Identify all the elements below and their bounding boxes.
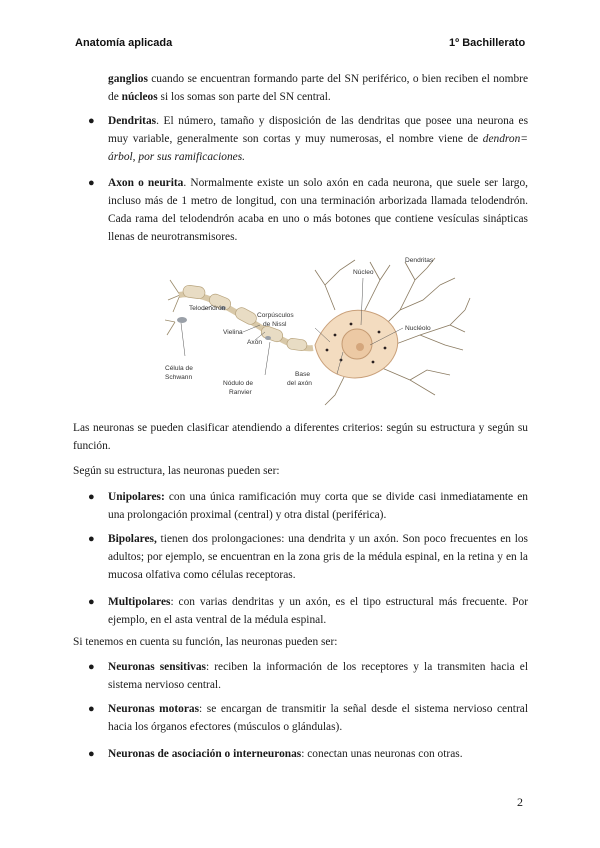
label-axon: Axón xyxy=(247,339,263,346)
label-nucleolo: Nucléolo xyxy=(405,325,431,332)
neuron-nucleolus xyxy=(356,343,364,351)
term-sensitivas: Neuronas sensitivas xyxy=(108,661,206,673)
structure-intro: Según su estructura, las neuronas pueden ser: xyxy=(73,465,280,477)
intro-text-1: cuando se encuentran formando parte del SN periférico, o bien reciben el nombre de xyxy=(108,73,528,103)
label-corpusculos-1: Corpúsculos xyxy=(257,312,294,319)
label-celula-1: Célula de xyxy=(165,365,193,372)
bullet-icon: ● xyxy=(88,177,95,189)
item-asociacion xyxy=(108,745,528,763)
item-multipolares xyxy=(108,593,528,629)
function-intro: Si tenemos en cuenta su función, las neuronas pueden ser: xyxy=(73,636,338,648)
label-telodendron: Telodendrón xyxy=(189,305,226,312)
dendritas-text: . El número, tamaño y disposición de las dendritas que posee una neurona es muy variable, generalmente son cortas y muy numerosas, el nombre viene de xyxy=(108,115,528,145)
sensitivas-text: : reciben la información de los receptores y la transmiten hacia el sistema nervioso central. xyxy=(108,661,528,691)
classification-paragraph: Las neuronas se pueden clasificar atendiendo a diferentes criterios: según su estructura y según su función. xyxy=(73,422,528,452)
bipolares-text: tienen dos prolongaciones: una dendrita y un axón. Son poco frecuentes en los adultos; por ejemplo, se encuentran en la zona gris de la médula espinal, en la retina y en la mucosa olfativa como células receptoras. xyxy=(108,533,528,581)
term-unipolares: Unipolares: xyxy=(108,491,165,503)
term-axon: Axon o neurita xyxy=(108,177,184,189)
header-course: 1º Bachillerato xyxy=(449,37,526,49)
intro-continuation xyxy=(108,70,528,106)
page-number: 2 xyxy=(517,795,523,809)
label-celula-2: Schwann xyxy=(165,374,193,381)
label-base-1: Base xyxy=(295,371,311,378)
bullet-icon: ● xyxy=(88,533,95,545)
item-bipolares xyxy=(108,530,528,584)
label-dendritas: Dendritas xyxy=(405,257,434,264)
term-dendritas: Dendritas xyxy=(108,115,157,127)
term-bipolares: Bipolares, xyxy=(108,533,157,545)
intro-text-2: si los somas son parte del SN central. xyxy=(157,91,331,103)
bullet-icon: ● xyxy=(88,703,95,715)
item-motoras xyxy=(108,700,528,736)
term-motoras: Neuronas motoras xyxy=(108,703,200,715)
axon-text: . Normalmente existe un solo axón en cada neurona, que suele ser largo, incluso más de 1 metro de longitud, con una terminación arborizada llamada telodendrón. Cada rama del telodendrón acaba en uno o más botones que contiene vesículas sinápticas llenas de neurotransmisores. xyxy=(108,177,528,243)
item-dendritas xyxy=(108,112,528,166)
neuron-diagram xyxy=(165,250,473,408)
label-nodulo-2: Ranvier xyxy=(229,389,252,396)
dendritas-etymology: dendron= árbol, por sus ramificaciones. xyxy=(108,133,528,163)
item-unipolares xyxy=(108,488,528,524)
label-nucleo: Núcleo xyxy=(353,269,374,276)
bullet-icon: ● xyxy=(88,115,95,127)
header-subject: Anatomía aplicada xyxy=(75,37,173,49)
unipolares-text: con una única ramificación muy corta que se divide casi inmediatamente en una prolongación proximal (central) y otra distal (periférica). xyxy=(108,491,528,521)
bullet-icon: ● xyxy=(88,661,95,673)
term-multipolares: Multipolares xyxy=(108,596,171,608)
telodendron-branches xyxy=(165,280,180,335)
neuron-nucleus xyxy=(342,329,372,359)
item-axon xyxy=(108,174,528,246)
label-corpusculos-2: de Nissl xyxy=(263,321,287,328)
term-ganglios: ganglios xyxy=(108,73,148,85)
multipolares-text: : con varias dendritas y un axón, es el tipo estructural más frecuente. Por ejemplo, en el asta ventral de la médula espinal. xyxy=(108,596,528,626)
motoras-text: : se encargan de transmitir la señal desde el sistema nervioso central hacia los órganos efectores (músculos o glándulas). xyxy=(108,703,528,733)
item-sensitivas xyxy=(108,658,528,694)
bullet-icon: ● xyxy=(88,596,95,608)
label-nodulo-1: Nódulo de xyxy=(223,380,254,387)
asociacion-text: : conectan unas neuronas con otras. xyxy=(301,748,463,760)
bullet-icon: ● xyxy=(88,491,95,503)
label-vielina: Vielina xyxy=(223,329,243,336)
term-asociacion: Neuronas de asociación o interneuronas xyxy=(108,748,302,760)
bullet-icon: ● xyxy=(88,748,95,760)
term-nucleos: núcleos xyxy=(121,91,158,103)
label-base-2: del axón xyxy=(287,380,312,387)
